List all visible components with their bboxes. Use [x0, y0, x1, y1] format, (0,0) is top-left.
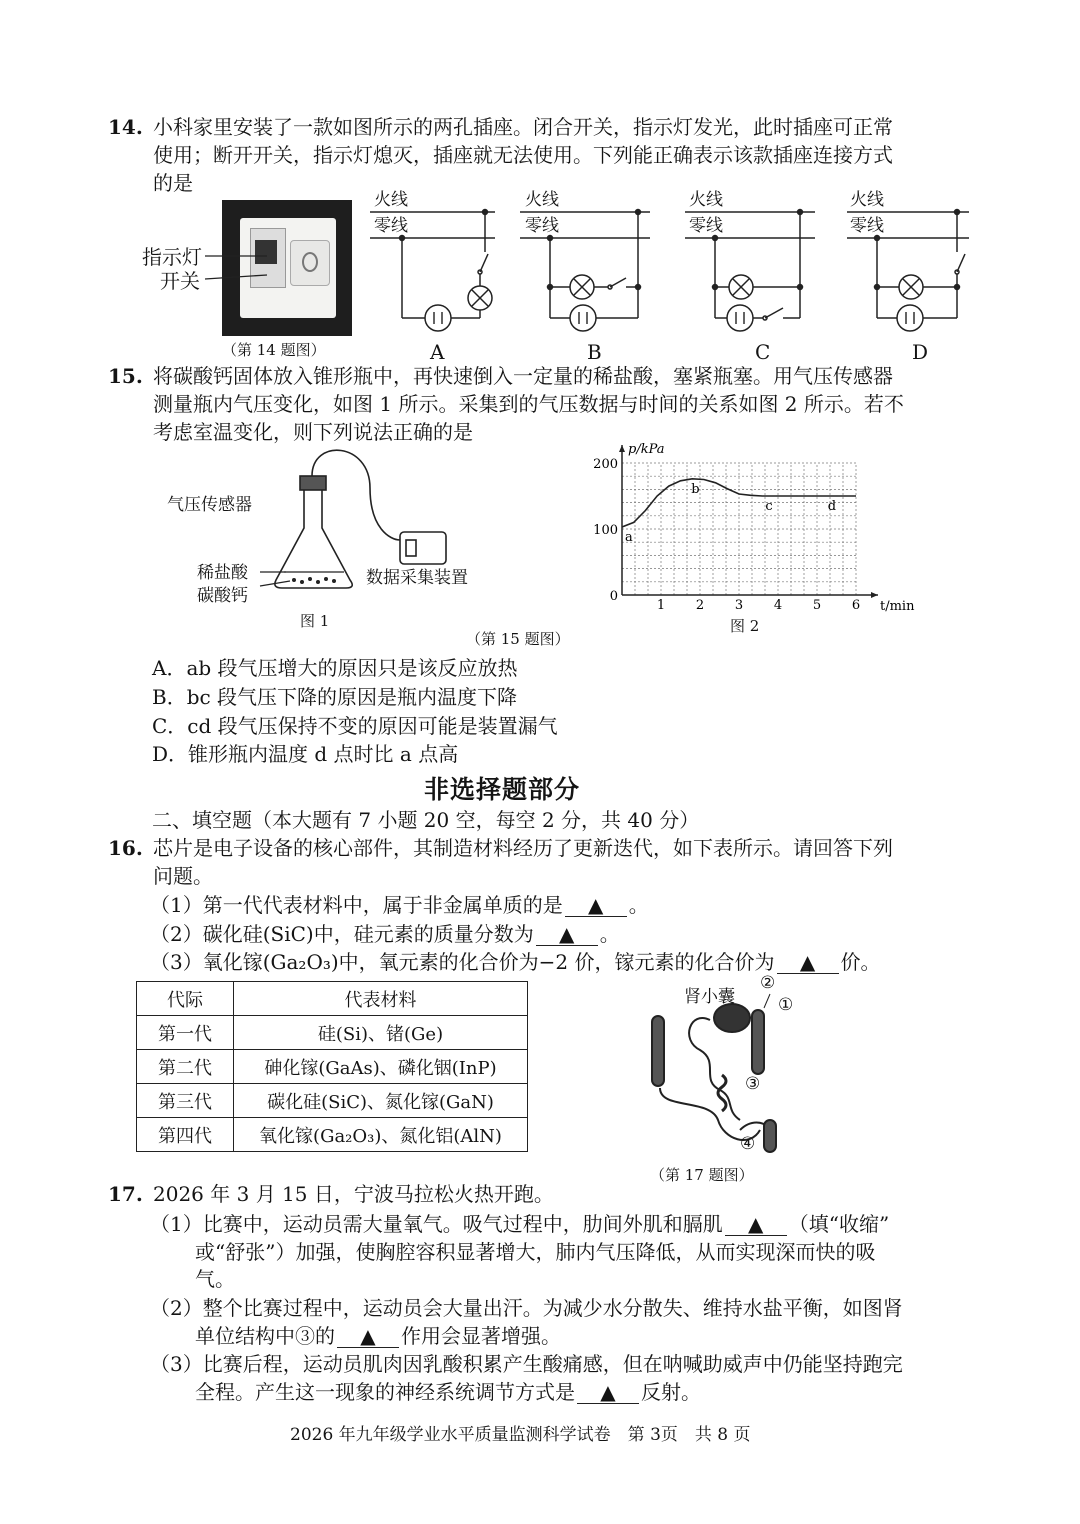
y-tick-label: 0: [609, 589, 618, 604]
fig1-label-acid: 稀盐酸: [197, 563, 248, 583]
table-cell: 硅(Si)、锗(Ge): [234, 1016, 528, 1050]
photo-label-switch: 开关: [160, 269, 200, 293]
q16-sub1: （1）第一代代表材料中，属于非金属单质的是 ▲ 。: [150, 893, 649, 917]
circuit-a-live-label: 火线: [374, 190, 408, 210]
point-label-a: a: [625, 530, 633, 546]
q15-line-1: 将碳酸钙固体放入锥形瓶中，再快速倒入一定量的稀盐酸，塞紧瓶塞。用气压传感器: [153, 364, 893, 388]
y-axis-arrow: [619, 445, 625, 452]
page-footer: 2026 年九年级学业水平质量监测科学试卷 第 3页 共 8 页: [290, 1425, 751, 1445]
q15-caption: （第 15 题图）: [466, 630, 570, 648]
circuit-d-neutral-label: 零线: [850, 216, 884, 236]
circuit-b-live-label: 火线: [525, 190, 559, 210]
table-header-row: [137, 982, 528, 1016]
q14-circuits: [370, 190, 990, 350]
table-row: [137, 1118, 528, 1152]
q15-option-d: D．锥形瓶内温度 d 点时比 a 点高: [152, 742, 459, 766]
q16-sub2: （2）碳化硅(SiC)中，硅元素的质量分数为 ▲ 。: [150, 922, 620, 946]
y-tick-label: 200: [593, 457, 618, 472]
q17-blank-2[interactable]: ▲: [337, 1325, 399, 1348]
table-row: [137, 1050, 528, 1084]
x-tick-label: 1: [656, 598, 666, 613]
q15-option-b: B．bc 段气压下降的原因是瓶内温度下降: [152, 685, 518, 709]
table-cell: 碳化硅(SiC)、氮化镓(GaN): [234, 1084, 528, 1118]
q15-apparatus: [250, 448, 550, 618]
table-row: [137, 1016, 528, 1050]
q15-line-2: 测量瓶内气压变化，如图 1 所示。采集到的气压数据与时间的关系如图 2 所示。若不: [153, 392, 904, 416]
fig1-label-device: 数据采集装置: [366, 568, 468, 588]
x-tick-label: 5: [812, 598, 822, 613]
q16-line-2: 问题。: [153, 864, 213, 888]
q17-sub3-line1: （3）比赛后程，运动员肌肉因乳酸积累产生酸痛感，但在呐喊助威声中仍能坚持跑完: [150, 1352, 903, 1376]
fig2-caption: 图 2: [730, 617, 760, 635]
q14-caption: （第 14 题图）: [222, 341, 326, 359]
q16-number: 16.: [108, 836, 143, 860]
table-cell: 第四代: [137, 1118, 234, 1152]
q17-sub1-line2: 或“舒张”）加强，使胸腔容积显著增大，肺内气压降低，从而实现深而快的吸: [195, 1240, 876, 1264]
q14-line-2: 使用；断开开关，指示灯熄灭，插座就无法使用。下列能正确表示该款插座连接方式: [153, 143, 893, 167]
q17-caption: （第 17 题图）: [650, 1166, 754, 1184]
y-axis-label: p/kPa: [628, 442, 665, 457]
table-cell: 氧化镓(Ga₂O₃)、氮化铝(AlN): [234, 1118, 528, 1152]
circuit-c-neutral-label: 零线: [689, 216, 723, 236]
q14-option-d: D: [912, 340, 929, 364]
q16-sub3: （3）氧化镓(Ga₂O₃)中，氧元素的化合价为−2 价，镓元素的化合价为 ▲ 价。: [150, 950, 881, 974]
q15-option-c: C．cd 段气压保持不变的原因可能是装置漏气: [152, 714, 558, 738]
q14-line-1: 小科家里安装了一款如图所示的两孔插座。闭合开关，指示灯发光，此时插座可正常: [153, 115, 893, 139]
q15-number: 15.: [108, 364, 143, 388]
circuit-a-neutral-label: 零线: [374, 216, 408, 236]
q17-sub3-line2: 全程。产生这一现象的神经系统调节方式是 ▲ 反射。: [195, 1380, 701, 1404]
table-cell: 砷化镓(GaAs)、磷化铟(InP): [234, 1050, 528, 1084]
q15-line-3: 考虑室温变化，则下列说法正确的是: [153, 420, 473, 444]
fig1-caption: 图 1: [300, 612, 330, 630]
point-label-d: d: [827, 499, 837, 514]
q17-sub1-line3: 气。: [195, 1267, 235, 1291]
nephron-marker-3: ③: [745, 1074, 761, 1094]
table-cell: 第二代: [137, 1050, 234, 1084]
x-tick-label: 4: [773, 598, 783, 613]
point-label-c: c: [765, 499, 773, 514]
table-row: [137, 1084, 528, 1118]
q14-number: 14.: [108, 115, 143, 139]
x-tick-label: 3: [734, 598, 744, 613]
table-header-cell: 代际: [137, 982, 234, 1016]
materials-table: [136, 981, 528, 1152]
q17-intro: 2026 年 3 月 15 日，宁波马拉松火热开跑。: [153, 1182, 554, 1206]
section-subtitle: 二、填空题（本大题有 7 小题 20 空，每空 2 分，共 40 分）: [152, 808, 700, 832]
q14-option-a: A: [430, 340, 445, 364]
q16-blank-3[interactable]: ▲: [777, 951, 839, 974]
y-tick-label: 100: [593, 523, 618, 538]
table-header-cell: 代表材料: [234, 982, 528, 1016]
x-tick-label: 2: [695, 598, 705, 613]
q17-sub2-line1: （2）整个比赛过程中，运动员会大量出汗。为减少水分散失、维持水盐平衡，如图肾: [150, 1296, 903, 1320]
fig1-label-sensor: 气压传感器: [167, 495, 252, 515]
q17-sub2-line2: 单位结构中③的 ▲ 作用会显著增强。: [195, 1324, 561, 1348]
q16-blank-1[interactable]: ▲: [565, 894, 627, 917]
nephron-marker-2: ②: [760, 973, 776, 993]
circuit-d-live-label: 火线: [850, 190, 884, 210]
q16-line-1: 芯片是电子设备的核心部件，其制造材料经历了更新迭代，如下表所示。请回答下列: [153, 836, 893, 860]
section-title: 非选择题部分: [424, 775, 581, 804]
q17-sub1-line1: （1）比赛中，运动员需大量氧气。吸气过程中，肋间外肌和膈肌 ▲ （填“收缩”: [150, 1212, 890, 1236]
q17-number: 17.: [108, 1182, 143, 1206]
circuit-b-neutral-label: 零线: [525, 216, 559, 236]
nephron-marker-1: ①: [778, 995, 794, 1015]
x-axis-arrow: [871, 592, 878, 598]
circuit-c-live-label: 火线: [689, 190, 723, 210]
point-label-b: b: [691, 481, 700, 497]
x-axis-label: t/min: [880, 599, 915, 614]
q15-option-a: A．ab 段气压增大的原因只是该反应放热: [152, 656, 518, 680]
x-tick-label: 6: [851, 598, 861, 613]
fig1-label-caco3: 碳酸钙: [197, 586, 248, 606]
nephron-label: 肾小囊: [684, 987, 735, 1007]
table-cell: 第三代: [137, 1084, 234, 1118]
q17-blank-3[interactable]: ▲: [577, 1381, 639, 1404]
q14-line-3: 的是: [153, 171, 193, 195]
table-cell: 第一代: [137, 1016, 234, 1050]
q14-option-b: B: [587, 340, 602, 364]
pressure-chart: [590, 442, 915, 620]
q17-blank-1[interactable]: ▲: [725, 1213, 787, 1236]
photo-label-light: 指示灯: [142, 245, 202, 269]
q16-blank-2[interactable]: ▲: [536, 923, 598, 946]
nephron-marker-4: ④: [740, 1134, 756, 1154]
photo-leader-lines: [205, 245, 295, 305]
q14-option-c: C: [755, 340, 771, 364]
